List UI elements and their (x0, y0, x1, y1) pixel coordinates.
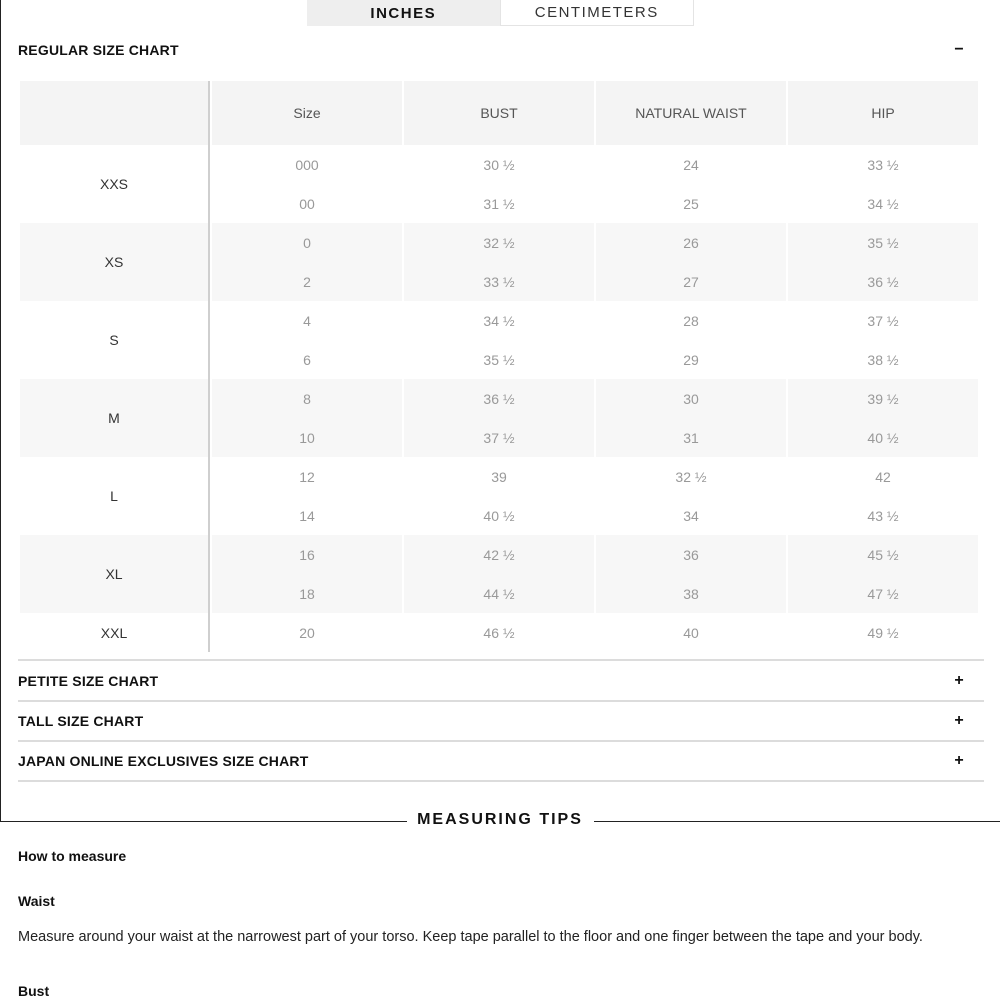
table-row (20, 613, 978, 652)
how-to-measure-heading: How to measure (18, 848, 127, 864)
size-cell: 18 (212, 574, 402, 613)
inches-tab[interactable]: INCHES (307, 0, 500, 26)
hip-cell: 49 ½ (788, 613, 978, 652)
waist-cell: 31 (596, 418, 786, 457)
hip-cell: 42 (788, 457, 978, 496)
table-header-hip: HIP (788, 81, 978, 145)
bust-cell: 37 ½ (404, 418, 594, 457)
size-cell: 14 (212, 496, 402, 535)
waist-cell: 40 (596, 613, 786, 652)
waist-cell: 27 (596, 262, 786, 301)
table-row (20, 145, 978, 184)
regular-size-chart-header[interactable] (18, 30, 984, 70)
size-cell: 4 (212, 301, 402, 340)
size-group-label: M (20, 379, 210, 457)
expand-icon[interactable]: + (954, 672, 964, 689)
size-cell: 6 (212, 340, 402, 379)
size-group-label: XXS (20, 145, 210, 223)
measuring-tips-title: MEASURING TIPS (417, 811, 583, 828)
size-cell: 20 (212, 613, 402, 652)
bust-cell: 46 ½ (404, 613, 594, 652)
hip-cell: 47 ½ (788, 574, 978, 613)
petite-size-chart-title: PETITE SIZE CHART (18, 673, 159, 689)
bust-cell: 33 ½ (404, 262, 594, 301)
bust-heading: Bust (18, 983, 50, 999)
size-cell: 0 (212, 223, 402, 262)
petite-size-chart-header[interactable] (18, 661, 984, 701)
hip-cell: 43 ½ (788, 496, 978, 535)
table-row (20, 223, 978, 262)
size-cell: 10 (212, 418, 402, 457)
hip-cell: 37 ½ (788, 301, 978, 340)
table-row (20, 457, 978, 496)
bust-cell: 44 ½ (404, 574, 594, 613)
centimeters-tab[interactable]: CENTIMETERS (500, 0, 695, 26)
regular-size-table (18, 81, 980, 652)
waist-cell: 38 (596, 574, 786, 613)
waist-cell: 29 (596, 340, 786, 379)
hip-cell: 33 ½ (788, 145, 978, 184)
size-cell: 00 (212, 184, 402, 223)
table-header-bust: BUST (404, 81, 594, 145)
waist-cell: 26 (596, 223, 786, 262)
collapse-icon[interactable]: − (954, 41, 964, 58)
left-border (0, 0, 1, 822)
bust-cell: 39 (404, 457, 594, 496)
waist-cell: 36 (596, 535, 786, 574)
size-cell: 8 (212, 379, 402, 418)
table-header-corner (20, 81, 210, 145)
size-group-label: XS (20, 223, 210, 301)
size-group-label: L (20, 457, 210, 535)
waist-cell: 25 (596, 184, 786, 223)
size-group-label: S (20, 301, 210, 379)
expand-icon[interactable]: + (954, 752, 964, 769)
regular-size-chart-title: REGULAR SIZE CHART (18, 42, 179, 58)
waist-cell: 24 (596, 145, 786, 184)
japan-size-chart-header[interactable] (18, 741, 984, 781)
waist-instructions: Measure around your waist at the narrowest part of your torso. Keep tape parallel to the floor and one finger between the tape and your body. (18, 929, 923, 945)
expand-icon[interactable]: + (954, 712, 964, 729)
size-cell: 12 (212, 457, 402, 496)
bust-cell: 30 ½ (404, 145, 594, 184)
tips-rule-left (0, 821, 407, 822)
hip-cell: 40 ½ (788, 418, 978, 457)
table-header-row (20, 81, 978, 145)
size-cell: 2 (212, 262, 402, 301)
waist-cell: 30 (596, 379, 786, 418)
table-header-waist: NATURAL WAIST (596, 81, 786, 145)
bust-cell: 42 ½ (404, 535, 594, 574)
size-group-label: XL (20, 535, 210, 613)
hip-cell: 34 ½ (788, 184, 978, 223)
hip-cell: 38 ½ (788, 340, 978, 379)
hip-cell: 35 ½ (788, 223, 978, 262)
waist-cell: 32 ½ (596, 457, 786, 496)
hip-cell: 36 ½ (788, 262, 978, 301)
waist-cell: 34 (596, 496, 786, 535)
bust-cell: 40 ½ (404, 496, 594, 535)
tall-size-chart-title: TALL SIZE CHART (18, 713, 144, 729)
unit-toggle (307, 0, 694, 26)
size-group-label: XXL (20, 613, 210, 652)
size-cell: 000 (212, 145, 402, 184)
waist-cell: 28 (596, 301, 786, 340)
bust-cell: 31 ½ (404, 184, 594, 223)
size-cell: 16 (212, 535, 402, 574)
hip-cell: 39 ½ (788, 379, 978, 418)
divider (18, 780, 984, 782)
bust-cell: 35 ½ (404, 340, 594, 379)
table-row (20, 535, 978, 574)
bust-cell: 34 ½ (404, 301, 594, 340)
table-row (20, 301, 978, 340)
table-header-size: Size (212, 81, 402, 145)
japan-size-chart-title: JAPAN ONLINE EXCLUSIVES SIZE CHART (18, 753, 309, 769)
bust-cell: 32 ½ (404, 223, 594, 262)
tips-rule-right (594, 821, 1000, 822)
hip-cell: 45 ½ (788, 535, 978, 574)
bust-cell: 36 ½ (404, 379, 594, 418)
waist-heading: Waist (18, 893, 55, 909)
table-row (20, 379, 978, 418)
tall-size-chart-header[interactable] (18, 701, 984, 741)
